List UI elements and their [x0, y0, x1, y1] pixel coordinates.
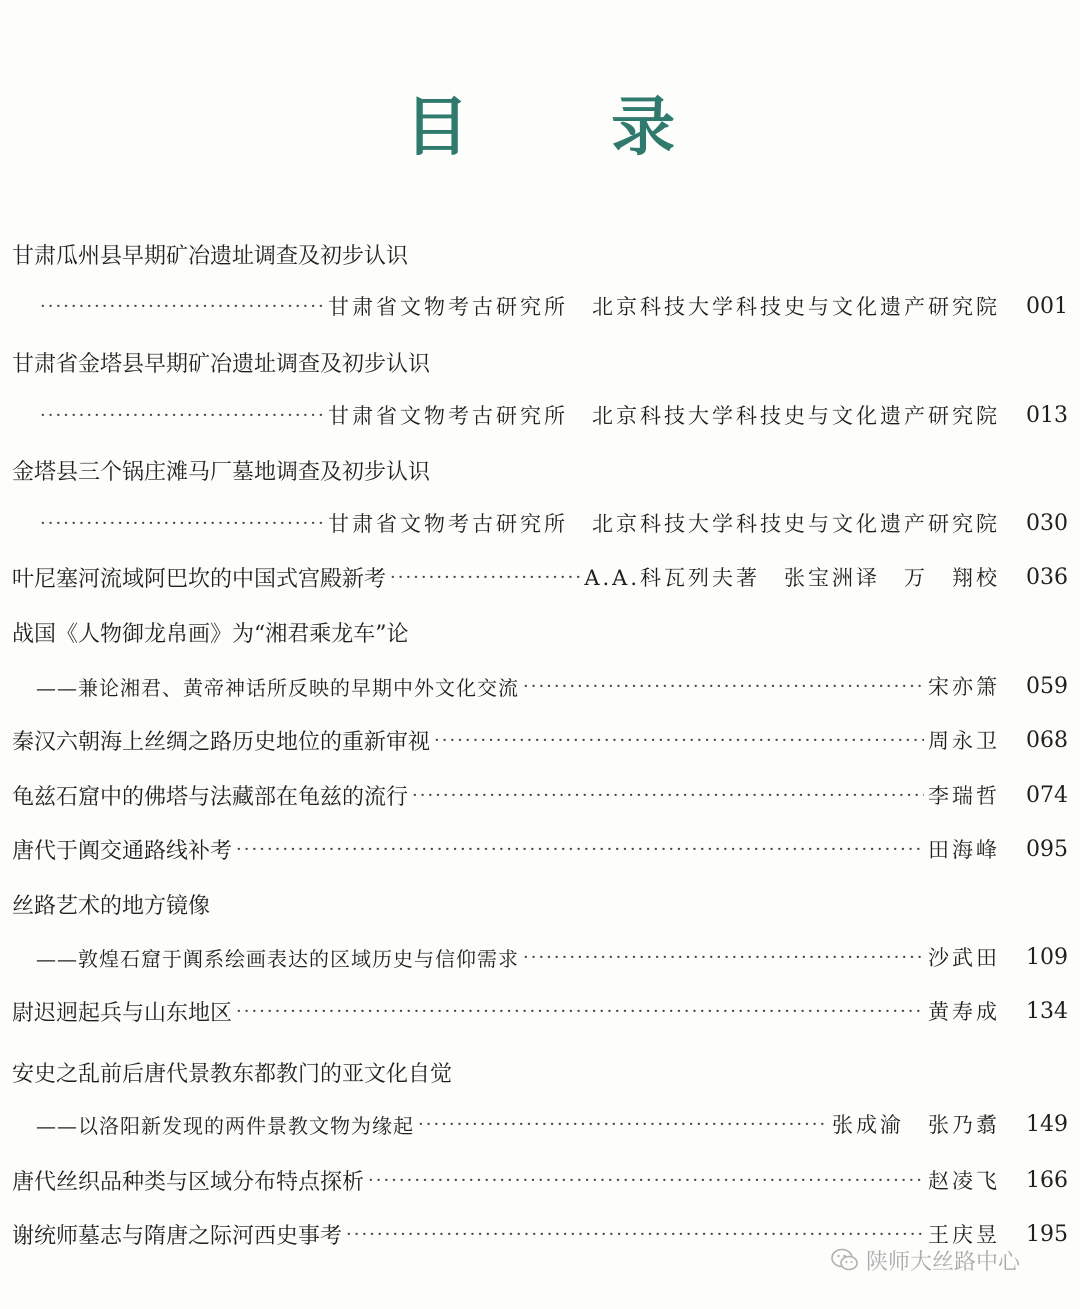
- leader-dots: [434, 730, 924, 751]
- entry-page: 030: [1026, 510, 1068, 536]
- entry-author: A.A.科瓦列夫著 张宝洲译 万 翔校: [584, 566, 1000, 590]
- toc-entry[interactable]: [12, 991, 1068, 1031]
- entry-page: 074: [1026, 782, 1068, 808]
- toc-entry-subtitle-line[interactable]: [36, 937, 1068, 977]
- toc-entry-subtitle-line[interactable]: [36, 666, 1068, 706]
- leader-dots: [236, 1001, 924, 1022]
- entry-title: 金塔县三个锅庄滩马厂墓地调查及初步认识: [12, 459, 431, 485]
- entry-title: 唐代丝织品种类与区域分布特点探析: [12, 1169, 365, 1195]
- leader-dots: [412, 785, 924, 806]
- entry-title: 谢统师墓志与隋唐之际河西史事考: [12, 1223, 343, 1249]
- entry-title: 尉迟迥起兵与山东地区: [12, 1000, 233, 1026]
- toc-entry-title[interactable]: [12, 234, 1068, 274]
- leader-dots: [418, 1114, 828, 1135]
- entry-author: 沙武田: [928, 946, 1000, 970]
- entry-author: 赵凌飞: [928, 1169, 1000, 1193]
- entry-title: 唐代于阗交通路线补考: [12, 838, 233, 864]
- toc-entry-title[interactable]: [12, 884, 1068, 924]
- entry-author: 张成渝 张乃翥: [832, 1113, 1000, 1137]
- entry-author: 周永卫: [928, 729, 1000, 753]
- leader-dots: [40, 405, 324, 426]
- entry-author: 黄寿成: [928, 1000, 1000, 1024]
- leader-dots: [368, 1170, 924, 1191]
- wechat-icon: [830, 1247, 860, 1273]
- entry-page: 166: [1026, 1167, 1068, 1193]
- entry-page: 036: [1026, 564, 1068, 590]
- entry-page: 095: [1026, 836, 1068, 862]
- entry-title: 甘肃瓜州县早期矿冶遗址调查及初步认识: [12, 243, 409, 269]
- entry-subtitle: ——敦煌石窟于阗系绘画表达的区域历史与信仰需求: [36, 946, 519, 971]
- entry-author: 李瑞哲: [928, 784, 1000, 808]
- entry-subtitle: ——兼论湘君、黄帝神话所反映的早期中外文化交流: [36, 675, 519, 700]
- entry-page: 134: [1026, 998, 1068, 1024]
- toc-entry[interactable]: [12, 775, 1068, 815]
- entry-page: 013: [1026, 402, 1068, 428]
- entry-page: 195: [1026, 1221, 1068, 1247]
- leader-dots: [236, 839, 924, 860]
- leader-dots: [390, 567, 580, 588]
- entry-page: 109: [1026, 944, 1068, 970]
- entry-subtitle: ——以洛阳新发现的两件景教文物为缘起: [36, 1113, 414, 1138]
- entry-author: 甘肃省文物考古研究所 北京科技大学科技史与文化遗产研究院: [328, 404, 1000, 428]
- toc-entry-title[interactable]: [12, 450, 1068, 490]
- toc-entry[interactable]: [12, 720, 1068, 760]
- entry-title: 叶尼塞河流域阿巴坎的中国式宫殿新考: [12, 566, 387, 592]
- watermark-text: 陕师大丝路中心: [866, 1249, 1021, 1275]
- entry-author: 王庆昱: [928, 1223, 1000, 1247]
- leader-dots: [40, 296, 324, 317]
- toc-entry-title[interactable]: [12, 342, 1068, 382]
- toc-entry[interactable]: [12, 829, 1068, 869]
- watermark: [830, 1242, 1020, 1278]
- entry-title: 甘肃省金塔县早期矿冶遗址调查及初步认识: [12, 351, 431, 377]
- entry-title: 秦汉六朝海上丝绸之路历史地位的重新审视: [12, 729, 431, 755]
- entry-author: 田海峰: [928, 838, 1000, 862]
- toc-entry-author-line[interactable]: [36, 503, 1068, 543]
- entry-title: 龟兹石窟中的佛塔与法藏部在龟兹的流行: [12, 784, 409, 810]
- toc-entry-author-line[interactable]: [36, 286, 1068, 326]
- leader-dots: [40, 513, 324, 534]
- entry-page: 149: [1026, 1111, 1068, 1137]
- toc-entry[interactable]: [12, 557, 1068, 597]
- entry-title: 安史之乱前后唐代景教东都教门的亚文化自觉: [12, 1061, 453, 1087]
- entry-author: 宋亦箫: [928, 675, 1000, 699]
- entry-title: 丝路艺术的地方镜像: [12, 893, 211, 919]
- entry-title: 战国《人物御龙帛画》为“湘君乘龙车”论: [12, 621, 409, 647]
- leader-dots: [523, 947, 924, 968]
- toc-entry[interactable]: [12, 1160, 1068, 1200]
- toc-entry-subtitle-line[interactable]: [36, 1104, 1068, 1144]
- toc-entry-title[interactable]: [12, 612, 1068, 652]
- entry-page: 001: [1026, 293, 1068, 319]
- entry-author: 甘肃省文物考古研究所 北京科技大学科技史与文化遗产研究院: [328, 295, 1000, 319]
- page-title: 目 录: [404, 90, 736, 165]
- entry-page: 059: [1026, 673, 1068, 699]
- entry-page: 068: [1026, 727, 1068, 753]
- toc-entry-author-line[interactable]: [36, 395, 1068, 435]
- toc-entry-title[interactable]: [12, 1052, 1068, 1092]
- entry-author: 甘肃省文物考古研究所 北京科技大学科技史与文化遗产研究院: [328, 512, 1000, 536]
- leader-dots: [523, 676, 924, 697]
